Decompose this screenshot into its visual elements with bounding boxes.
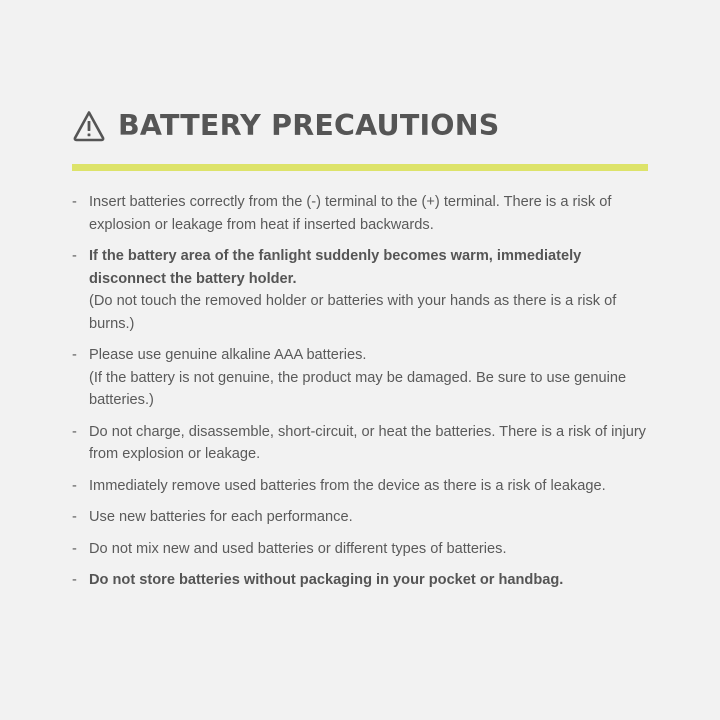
bullet-dash: - bbox=[72, 572, 77, 588]
item-text: Use new batteries for each performance. bbox=[89, 509, 353, 525]
item-text: Do not store batteries without packaging in your pocket or handbag. bbox=[89, 572, 564, 588]
bullet-dash: - bbox=[72, 248, 77, 264]
bullet-dash: - bbox=[72, 347, 77, 363]
precautions-list bbox=[72, 191, 652, 601]
list-item bbox=[72, 421, 652, 466]
list-item bbox=[72, 344, 652, 412]
item-text: Do not mix new and used batteries or different types of batteries. bbox=[89, 540, 507, 557]
list-item bbox=[72, 538, 652, 561]
bullet-dash: - bbox=[72, 477, 77, 494]
list-item bbox=[72, 569, 652, 592]
page-title: BATTERY PRECAUTIONS bbox=[118, 109, 500, 142]
list-item bbox=[72, 245, 652, 335]
item-text: Insert batteries correctly from the (-) terminal to the (+) terminal. There is a risk of explosion or leakage from heat if inserted backwards. bbox=[89, 194, 612, 233]
list-item bbox=[72, 475, 652, 498]
item-text: Do not charge, disassemble, short-circuit, or heat the batteries. There is a risk of injury from explosion or leakage. bbox=[89, 423, 646, 462]
list-item bbox=[72, 506, 652, 529]
list-item bbox=[72, 191, 652, 236]
item-text: If the battery area of the fanlight suddenly becomes warm, immediately disconnect the battery holder. bbox=[89, 248, 582, 287]
item-note: (If the battery is not genuine, the product may be damaged. Be sure to use genuine batteries.) bbox=[89, 369, 627, 408]
item-text: Please use genuine alkaline AAA batteries. bbox=[89, 347, 367, 363]
bullet-dash: - bbox=[72, 423, 77, 440]
bullet-dash: - bbox=[72, 194, 77, 210]
item-note: (Do not touch the removed holder or batteries with your hands as there is a risk of burns.) bbox=[89, 293, 617, 332]
bullet-dash: - bbox=[72, 509, 77, 525]
accent-divider bbox=[72, 164, 648, 171]
section-header bbox=[72, 106, 500, 146]
item-text: Immediately remove used batteries from the device as there is a risk of leakage. bbox=[89, 477, 606, 494]
warning-triangle-icon bbox=[72, 109, 106, 143]
bullet-dash: - bbox=[72, 540, 77, 557]
